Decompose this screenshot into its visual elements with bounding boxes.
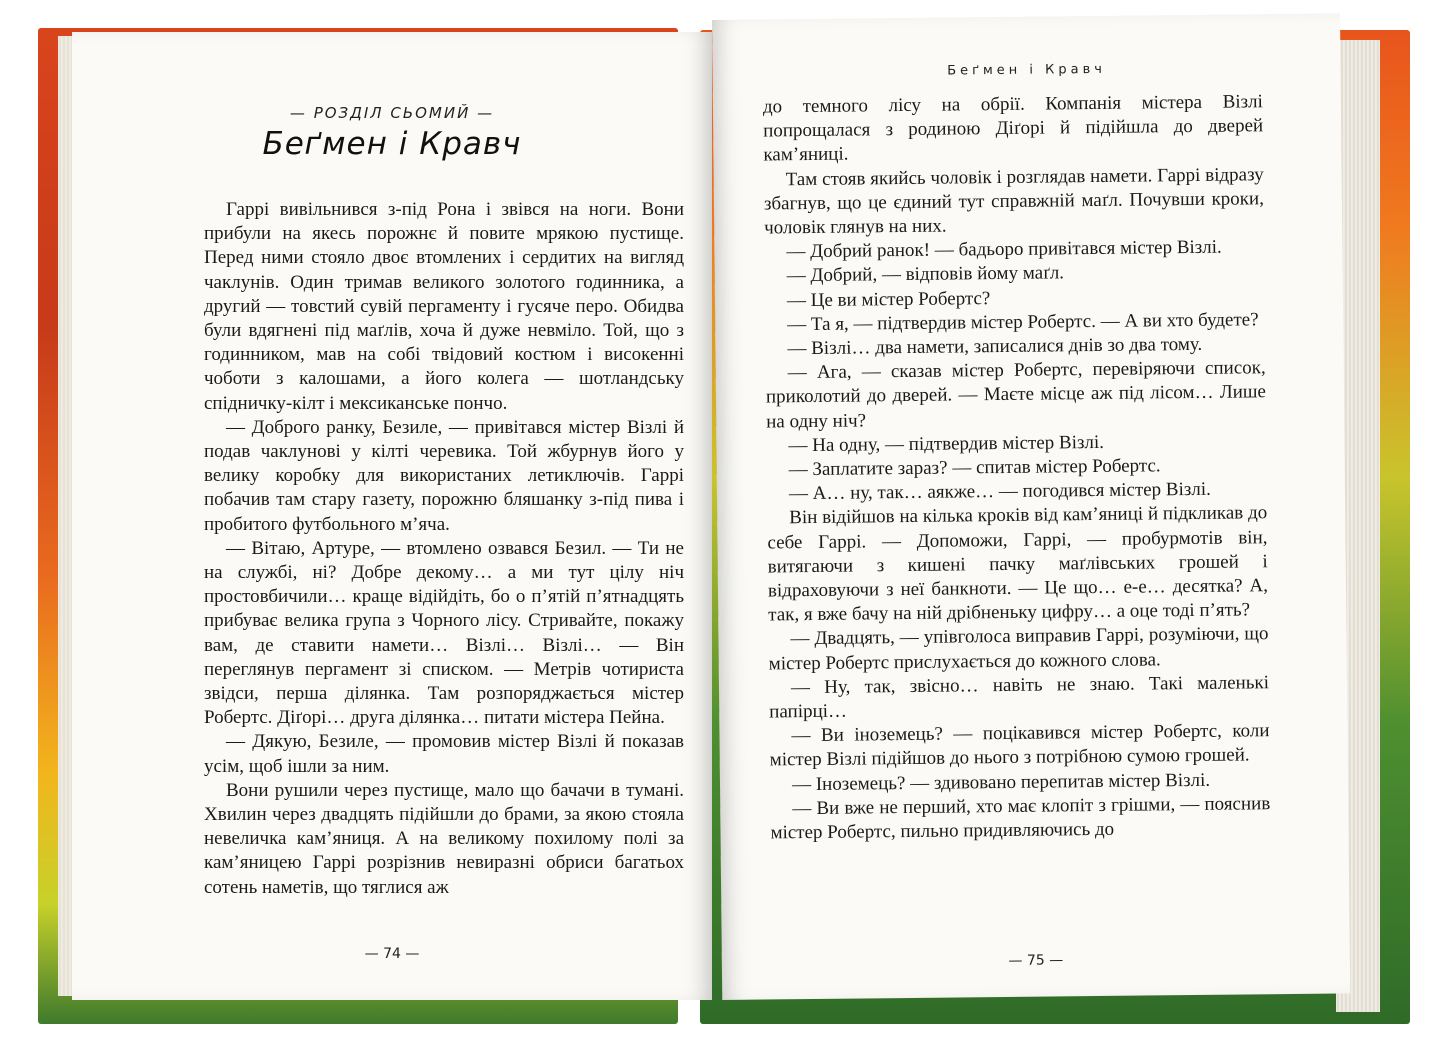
paragraph: — Ну, так, звісно… навіть не знаю. Такі маленькі папірці… xyxy=(769,672,1270,723)
chapter-label: — РОЗДІЛ СЬОМИЙ — xyxy=(289,104,495,122)
paragraph: — А… ну, так… аякже… — погодився містер Візлі. xyxy=(788,479,1211,505)
paragraph: — Заплатите зараз? — спитав містер Робертс. xyxy=(788,455,1161,481)
paragraph: — Добрий ранок! — бадьоро привітався містер Візлі. xyxy=(786,236,1222,263)
page-number: — 75 — xyxy=(1008,952,1064,969)
paragraph: — Вітаю, Артуре, — втомлено озвався Безил. — Ти не на службі, ні? Добре декому… а ми тут цілу ніч простовбичили… краще відійдіть, бо о п’ятій п’ятнадцять прибуває велика група з Чорного лісу. Стривайте, покажу вам, де ставити намети… Візлі… Візлі… — Він переглянув пергамент зі списком. — Метрів чотириста звідси, перша ділянка. Там розпоряджається містер Робертс. Діґорі… друга ділянка… питати містера Пейна. xyxy=(204,537,684,729)
left-page xyxy=(72,32,712,1000)
paragraph: — Ага, — сказав містер Робертс, перевіряючи список, приколотий до дверей. — Маєте місце аж під лісом… Лише на одну ніч? xyxy=(765,357,1267,433)
paragraph: — Ви іноземець? — поцікавився містер Робертс, коли містер Візлі підійшов до нього з потрібною сумою грошей. xyxy=(769,720,1270,771)
paragraph: — На одну, — підтвердив містер Візлі. xyxy=(788,431,1105,457)
right-page-text xyxy=(763,90,1271,845)
paragraph: — Двадцять, — упівголоса виправив Гаррі, розуміючи, що містер Робертс прислухається до кожного слова. xyxy=(768,623,1269,675)
paragraph: — Добрий, — відповів йому маґл. xyxy=(786,262,1065,287)
paragraph: до темного лісу на обрії. Компанія містера Візлі попрощалася з родиною Діґорі й підійшла до дверей кам’яниці. xyxy=(762,91,1264,166)
page-number: — 74 — xyxy=(364,946,420,962)
paragraph: Вони рушили через пустище, мало що бачачи в тумані. Хвилин через двадцять підійшли до брами, за якою стояла невеличка кам’яниця. А на великому похилому полі за кам’яницею Гаррі розрізнив невиразні обриси багатьох сотень наметів, що тяглися аж xyxy=(204,779,684,898)
paragraph: Він відійшов на кілька кроків від кам’яниці й підкликав до себе Гаррі. — Допоможи, Гаррі, — пробурмотів він, витягаючи з кишені пачку маґлівських грошей і відраховуючи з неї банкноти. — Це що… е-е… десятка? А, так, я вже бачу на ній дрібненьку цифру… а оце тоді п’ять? xyxy=(767,502,1269,626)
right-page xyxy=(712,13,1350,1000)
paragraph: Там стояв якийсь чоловік і розглядав намети. Гаррі відразу збагнув, що це єдиний тут справжній маґл. Почувши кроки, чоловік глянув на них. xyxy=(763,163,1265,239)
running-head: Беґмен і Кравч xyxy=(947,61,1106,79)
paragraph: — Дякую, Безиле, — промовив містер Візлі й показав усім, щоб ішли за ним. xyxy=(204,731,684,777)
paragraph: — Ви вже не перший, хто має клопіт з грішми, — пояснив містер Робертс, пильно придивляючись до xyxy=(770,793,1271,844)
paragraph: — Це ви містер Робертс? xyxy=(786,287,991,311)
paragraph: — Доброго ранку, Безиле, — привітався містер Візлі й подав чаклунові у кілті черевика. Той жбурнув його у велику коробку для використаних летиключів. Гаррі побачив там стару газету, порожню бляшанку з-під пива і пробитого футбольного м’яча. xyxy=(204,416,684,535)
paragraph: Гаррі вивільнився з-під Рона і звівся на ноги. Вони прибули на якесь порожнє й повите мрякою пустище. Перед ними стояло двоє втомлених і сердитих на вигляд чаклунів. Один тримав великого золотого годинника, а другий — товстий сувій пергаменту і гусяче перо. Обидва були вдягнені під маґлів, хоча й дуже невміло. Той, що з годинником, мав на собі твідовий костюм і високенні чоботи з калошами, а його колега — шотландську спідничку-кілт і мексиканське пончо. xyxy=(204,199,684,414)
left-page-text xyxy=(204,198,684,900)
paragraph: — Візлі… два намети, записалися днів зо два тому. xyxy=(787,333,1203,360)
paragraph: — Та я, — підтвердив містер Робертс. — А ви хто будете? xyxy=(787,309,1259,336)
paragraph: — Іноземець? — здивовано перепитав містер Візлі. xyxy=(791,769,1211,795)
chapter-title: Беґмен і Кравч xyxy=(262,126,522,162)
